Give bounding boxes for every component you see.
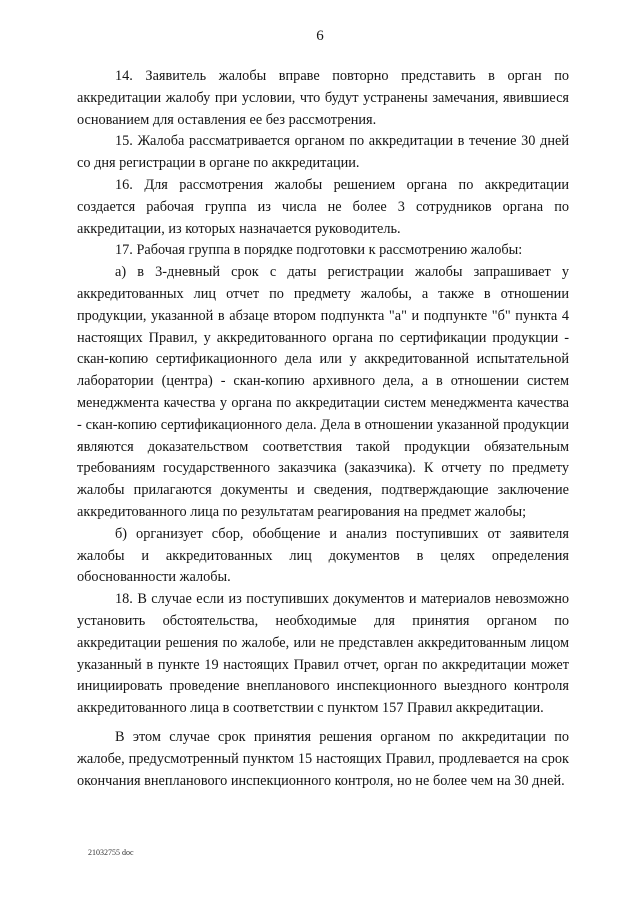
paragraph-17: 17. Рабочая группа в порядке подготовки к рассмотрению жалобы: — [115, 242, 523, 259]
document-body — [77, 66, 569, 792]
paragraph-16: 16. Для рассмотрения жалобы решением органа по аккредитации создается рабочая группа из числа не более 3 сотрудников органа по аккредитации, из которых назначается руководитель. — [77, 176, 569, 237]
paragraph-18-continuation: В этом случае срок принятия решения органом по аккредитации по жалобе, предусмотренный пунктом 15 настоящих Правил, продлевается на срок окончания внепланового инспекционного контроля, но не более чем на 30 дней. — [77, 728, 569, 789]
paragraph-15: 15. Жалоба рассматривается органом по аккредитации в течение 30 дней со дня регистрации в органе по аккредитации. — [77, 133, 569, 172]
page-number: 6 — [316, 28, 324, 44]
subparagraph-b: б) организует сбор, обобщение и анализ поступивших от заявителя жалобы и аккредитованных лиц документов в целях определения обоснованности жалобы. — [77, 525, 569, 586]
subparagraph-a: а) в 3-дневный срок с даты регистрации жалобы запрашивает у аккредитованных лиц отчет по предмету жалобы, а также в отношении продукции, указанной в абзаце втором подпункта "а" и подпункте "б" пункта 4 настоящих Правил, у аккредитованного органа по сертификации продукции - скан-копию сертификационного дела или у аккредитованной испытательной лаборатории (центра) - скан-копию архивного дела, а в отношении систем менеджмента качества у органа по аккредитации систем менеджмента качества - скан-копию сертификационного дела. Дела в отношении указанной продукции являются доказательством соответствия такой продукции обязательным требованиям государственного заказчика (заказчика). К отчету по предмету жалобы прилагаются документы и сведения, подтверждающие заключение аккредитованного лица по результатам реагирования на предмет жалобы; — [77, 264, 569, 520]
document-footer-id: 21032755 doc — [88, 848, 134, 857]
paragraph-18: 18. В случае если из поступивших документов и материалов невозможно установить обстоятельства, необходимые для принятия органом по аккредитации решения по жалобе, или не представлен аккредитованным лицом указанный в пункте 19 настоящих Правил отчет, орган по аккредитации может инициировать проведение внепланового инспекционного выездного контроля аккредитованного лица в соответствии с пунктом 157 Правил аккредитации. — [77, 591, 569, 717]
paragraph-14: 14. Заявитель жалобы вправе повторно представить в орган по аккредитации жалобу при условии, что будут устранены замечания, явившиеся основанием для оставления ее без рассмотрения. — [77, 68, 569, 128]
